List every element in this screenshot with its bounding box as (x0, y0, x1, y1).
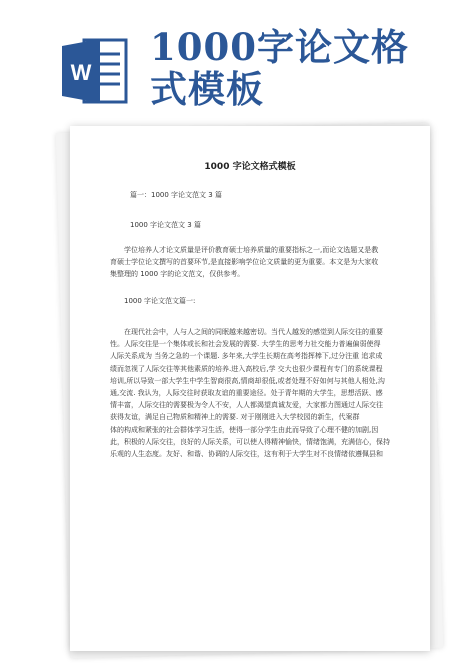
body-line: 情丰富，人际交往的需要极为令人不安，人人都渴望真诚友爱，大家都力图通过人际交往 (110, 401, 383, 410)
body-line: 体的构成和紧张的社会群体学习生活，使得一部分学生由此而导致了心理不健的加剧,因 (110, 425, 379, 434)
intro-line: 育硕士学位论文撰写的首要环节,是直接影响学位论文质量的更为重要。本文是为大家收 (110, 258, 379, 267)
word-document-icon (62, 36, 128, 106)
body-line: 在现代社会中，人与人之间的同眠越来越密切。当代人越发的感觉到人际交往的重要 (124, 328, 383, 336)
section-heading-1: 篇一：1000 字论文范文 3 篇 (130, 191, 222, 199)
document-title: 1000 字论文格式模板 (204, 162, 296, 172)
page-title-line-2: 式模板 (150, 67, 264, 111)
intro-line: 学位培养人才论文质量是评价教育硕士培养质量的重要指标之一,而论文选题又是教 (124, 246, 379, 254)
body-paragraph (110, 326, 400, 460)
subheading-2: 1000 字论文范文篇一: (124, 297, 196, 305)
page-title (150, 26, 450, 110)
body-line: 人际关系成为 当务之急的一个课题. 多年来,大学生长期在高考指挥棒下,过分注重 追求成 (110, 352, 383, 361)
body-line: 通,交流. 我认为，人际交往时获取友谊的重要途径。处于青年期的大学生，思想活跃、感 (110, 389, 383, 398)
body-line: 性。人际交往是一个集体或长和社会发展的需要. 大学生的思考力社交能力普遍偏弱使得 (110, 340, 381, 349)
word-icon-letter: W (70, 60, 92, 85)
body-line: 绩而忽视了人际交往等其他素质的培养.进入高校后,学 交大也很少课程有专门的系统课程 (110, 364, 383, 373)
document-page (70, 126, 430, 651)
intro-paragraph (110, 244, 400, 281)
page-title-line-1: 1000字论文格 (150, 25, 409, 69)
body-line: 获得友谊，满足自己物质和精神上的需要. 对于刚刚进入大学校园的新生，代案群 (110, 413, 360, 422)
subheading-1: 1000 字论文范文 3 篇 (130, 221, 201, 229)
body-line: 培训,所以导致一部大学生中学生智商很高,情商却很低,或者处理不好如何与其他人相处,沟 (110, 376, 385, 385)
header-banner (0, 0, 474, 140)
intro-line: 集整理的 1000 字的论文范文，仅供参考。 (110, 270, 245, 279)
body-line: 乐观的人生态度。友好、和谐、协调的人际交往，这有利于大学生对不良情绪依遵佩县和 (110, 450, 383, 459)
body-line: 此，积极的人际交往，良好的人际关系，可以使人得精神愉快，情绪饱满，充满信心，保持 (110, 437, 390, 446)
